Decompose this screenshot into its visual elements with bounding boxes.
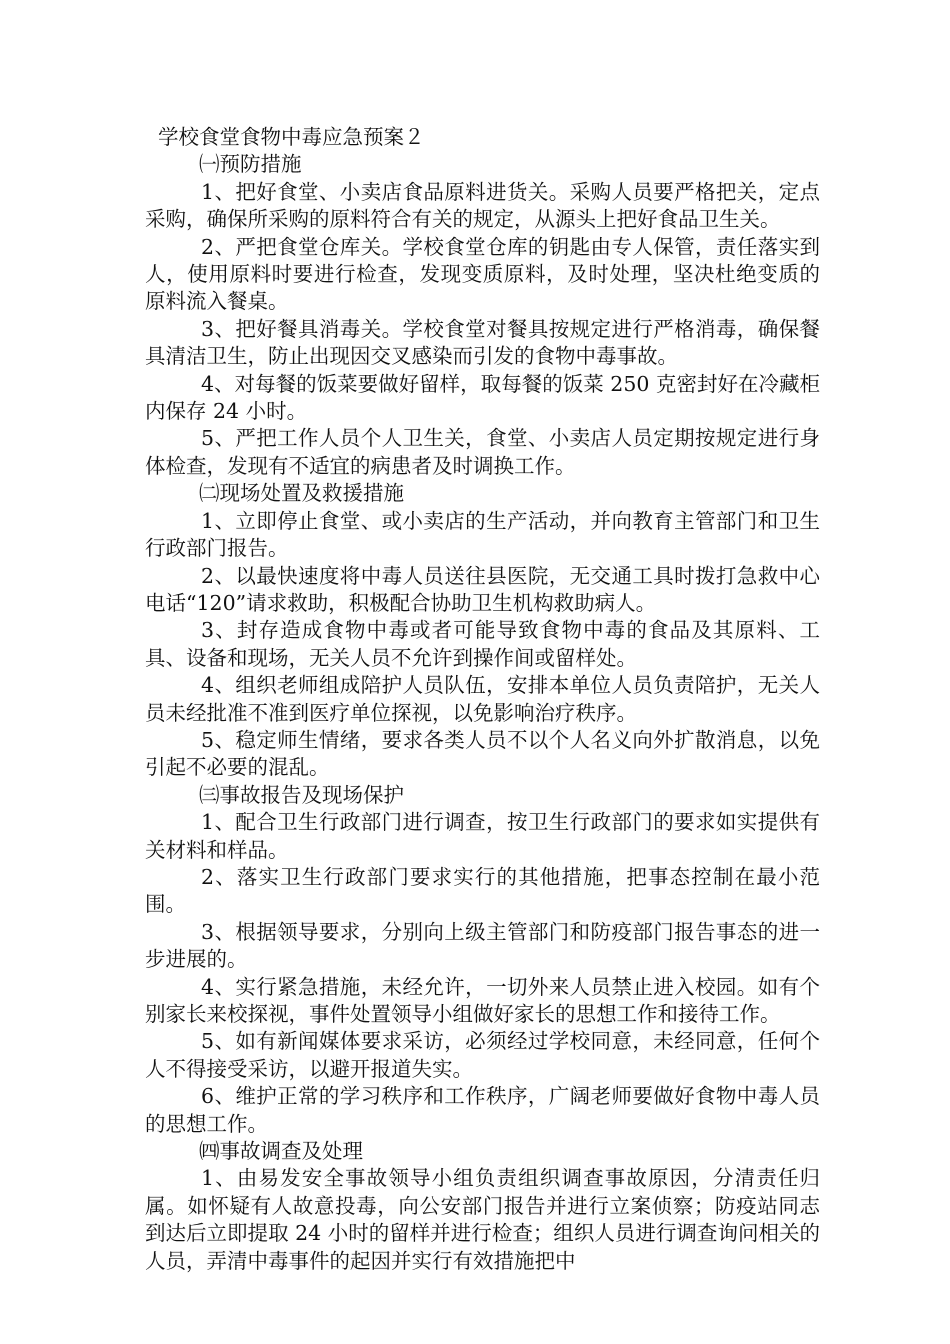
paragraph: 4、组织老师组成陪护人员队伍，安排本单位人员负责陪护，无关人员未经批准不准到医疗单位探视，以免影响治疗秩序。	[145, 673, 820, 725]
paragraph: 3、把好餐具消毒关。学校食堂对餐具按规定进行严格消毒，确保餐具清洁卫生，防止出现因交叉感染而引发的食物中毒事故。	[145, 316, 820, 369]
paragraph: 1、立即停止食堂、或小卖店的生产活动，并向教育主管部门和卫生行政部门报告。	[145, 508, 820, 561]
section-heading: ㈠预防措施	[199, 152, 302, 177]
section-heading: ㈡现场处置及救援措施	[199, 481, 404, 506]
paragraph: 2、严把食堂仓库关。学校食堂仓库的钥匙由专人保管，责任落实到人，使用原料时要进行检查，发现变质原料，及时处理，坚决杜绝变质的原料流入餐桌。	[145, 234, 820, 314]
section-heading: ㈣事故调查及处理	[199, 1139, 363, 1164]
paragraph: 6、维护正常的学习秩序和工作秩序，广阔老师要做好食物中毒人员的思想工作。	[145, 1084, 820, 1136]
paragraph: 5、严把工作人员个人卫生关，食堂、小卖店人员定期按规定进行身体检查，发现有不适宜的病患者及时调换工作。	[145, 426, 820, 478]
paragraph: 1、由易发安全事故领导小组负责组织调查事故原因，分清责任归属。如怀疑有人故意投毒，向公安部门报告并进行立案侦察；防疫站同志到达后立即提取 24 小时的留样并进行检查；组织人员进行调查询问相关的人员，弄清中毒事件的起因并实行有效措施把中	[145, 1166, 820, 1273]
paragraph: 2、以最快速度将中毒人员送往县医院，无交通工具时拨打急救中心电话“120”请求救助，积极配合协助卫生机构救助病人。	[145, 563, 820, 615]
section-report-protection	[145, 782, 820, 1138]
paragraph: 2、落实卫生行政部门要求实行的其他措施，把事态控制在最小范围。	[145, 864, 820, 917]
section-prevention	[145, 151, 820, 480]
document-title: 学校食堂食物中毒应急预案２	[158, 125, 425, 149]
document-page	[145, 124, 820, 1275]
section-heading: ㈢事故报告及现场保护	[199, 782, 404, 807]
paragraph: 3、根据领导要求，分别向上级主管部门和防疫部门报告事态的进一步进展的。	[145, 919, 820, 972]
paragraph: 4、实行紧急措施，未经允许，一切外来人员禁止进入校园。如有个别家长来校探视，事件处置领导小组做好家长的思想工作和接待工作。	[145, 974, 820, 1026]
paragraph: 1、配合卫生行政部门进行调查，按卫生行政部门的要求如实提供有关材料和样品。	[145, 810, 820, 862]
paragraph: 5、稳定师生情绪，要求各类人员不以个人名义向外扩散消息，以免引起不必要的混乱。	[145, 727, 820, 780]
section-investigation	[145, 1138, 820, 1275]
paragraph: 5、如有新闻媒体要求采访，必须经过学校同意，未经同意，任何个人不得接受采访，以避开报道失实。	[145, 1029, 820, 1081]
section-onsite-response	[145, 480, 820, 781]
paragraph: 1、把好食堂、小卖店食品原料进货关。采购人员要严格把关，定点采购，确保所采购的原料符合有关的规定，从源头上把好食品卫生关。	[145, 179, 820, 232]
paragraph: 3、封存造成食物中毒或者可能导致食物中毒的食品及其原料、工具、设备和现场，无关人员不允许到操作间或留样处。	[145, 618, 820, 670]
paragraph: 4、对每餐的饭菜要做好留样，取每餐的饭菜 250 克密封好在冷藏柜内保存 24 小时。	[145, 371, 820, 424]
